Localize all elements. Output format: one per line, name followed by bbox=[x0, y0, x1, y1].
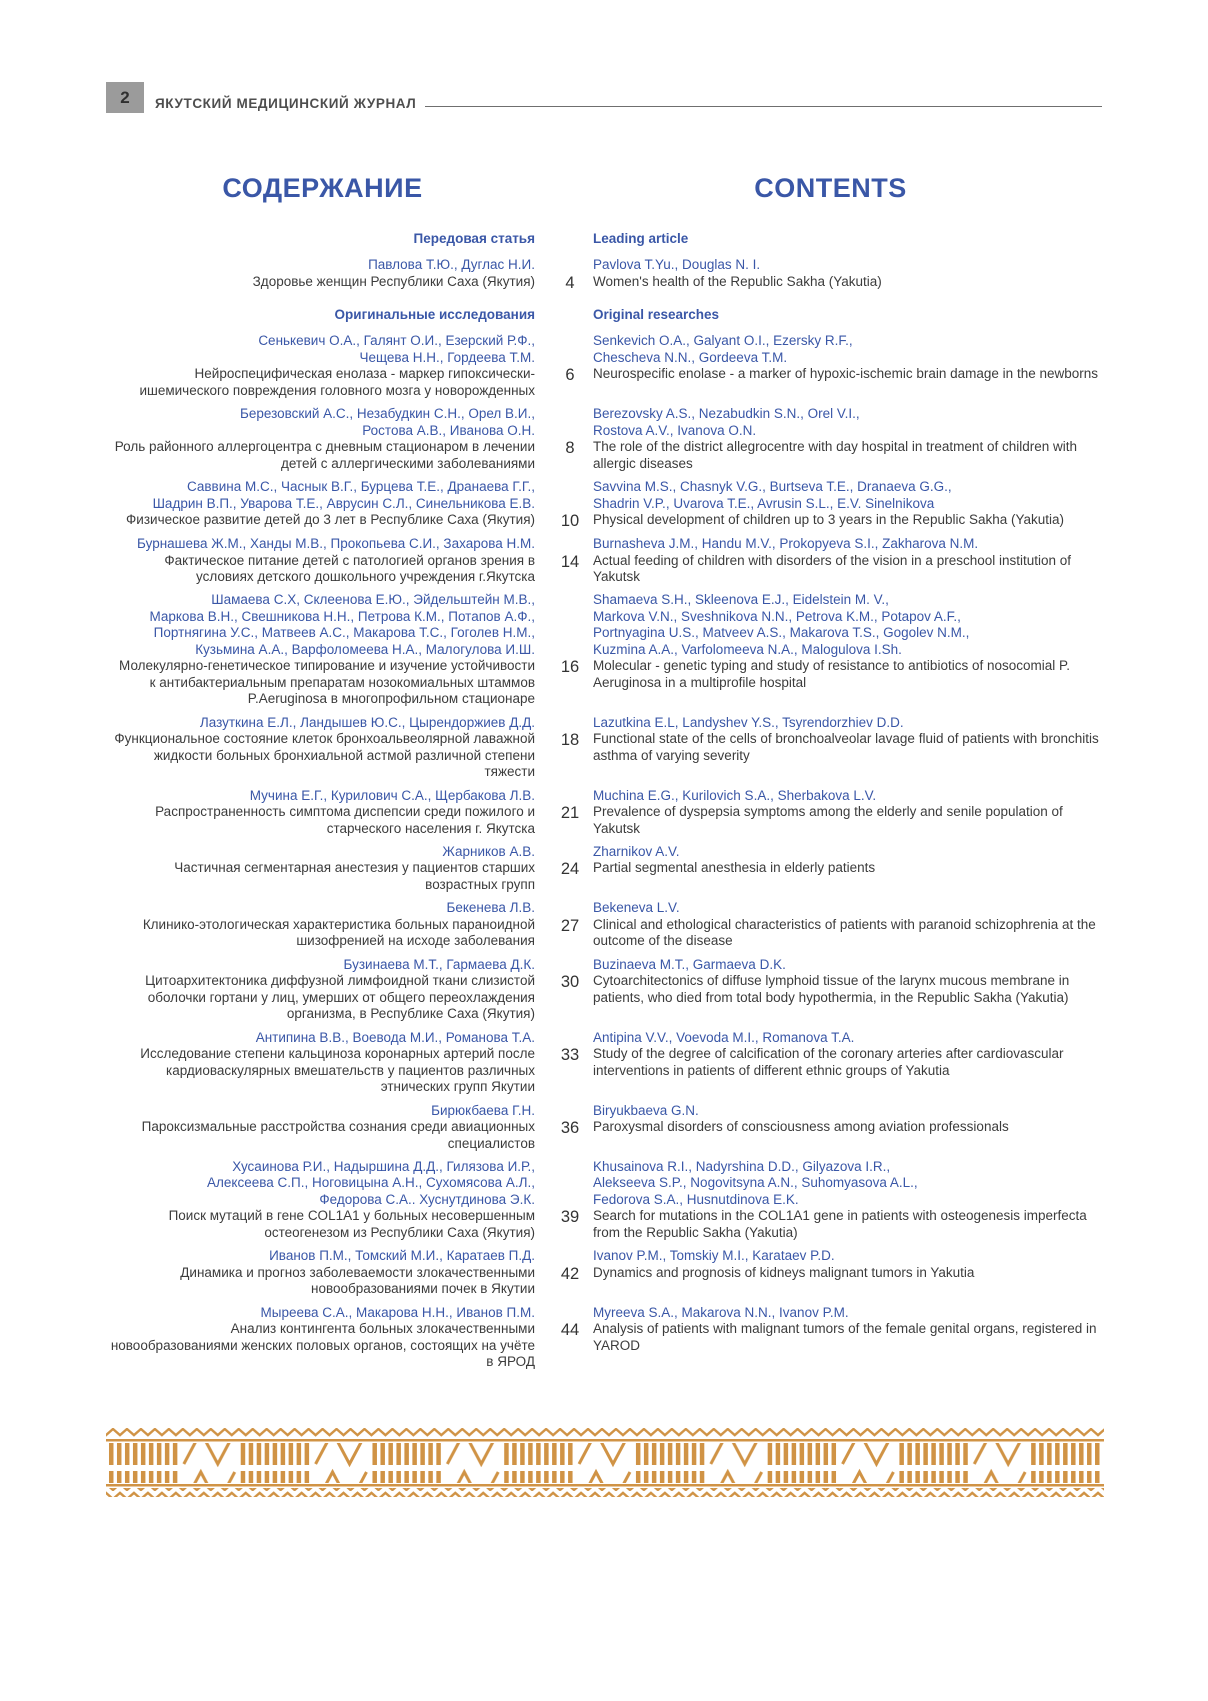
entry-authors-en bbox=[547, 1248, 1104, 1264]
section-heading-ru: Оригинальные исследования bbox=[334, 306, 535, 322]
entry-title-en: Molecular - genetic typing and study of resistance to antibiotics of nosocomial P. Aeruginosa in a multiprofile hospital bbox=[593, 658, 1071, 690]
entry-page-number: 27 bbox=[560, 916, 580, 935]
entry-title-en: Prevalence of dyspepsia symptoms among the elderly and senile population of Yakutsk bbox=[593, 804, 1063, 836]
entry-authors-en bbox=[547, 1305, 1104, 1321]
entry-authors-ru bbox=[110, 536, 535, 552]
entry-title-ru: Роль районного аллергоцентра с дневным стационаром в лечении детей с аллергическими заболеваниями bbox=[114, 439, 535, 471]
toc-entry bbox=[110, 1305, 1104, 1371]
author-line: Алексеева С.П., Ноговицына А.Н., Сухомясова А.Л., bbox=[207, 1175, 535, 1191]
entry-title-ru: Исследование степени кальциноза коронарных артерий после кардиоваскулярных вмешательств у пациентов различных этнических групп Якутии bbox=[140, 1046, 535, 1095]
entry-authors-ru bbox=[110, 844, 535, 860]
entry-page-number: 21 bbox=[560, 804, 580, 823]
entry-authors-en bbox=[547, 536, 1104, 552]
entry-title-en: Analysis of patients with malignant tumors of the female genital organs, registered in YAROD bbox=[593, 1321, 1097, 1353]
author-line: Markova V.N., Sveshnikova N.N., Petrova K.M., Potapov A.F., bbox=[593, 608, 961, 624]
entry-title-en: Actual feeding of children with disorders of the vision in a preschool institution of Yakutsk bbox=[593, 552, 1072, 584]
entry-authors-ru bbox=[110, 1305, 535, 1321]
section-heading-ru: Передовая статья bbox=[413, 230, 535, 246]
entry-authors-en bbox=[547, 1159, 1104, 1208]
author-line: Muchina E.G., Kurilovich S.A., Sherbakova L.V. bbox=[593, 787, 877, 803]
entry-title-en: Dynamics and prognosis of kidneys malignant tumors in Yakutia bbox=[593, 1264, 975, 1280]
entry-title-en: Search for mutations in the COL1A1 gene in patients with osteogenesis imperfecta from the Republic Sakha (Yakutia) bbox=[593, 1208, 1087, 1240]
author-line: Сенькевич О.А., Галянт О.И., Езерский Р.Ф., bbox=[258, 333, 535, 349]
author-line: Lazutkina E.L, Landyshev Y.S., Tsyrendorzhiev D.D. bbox=[593, 714, 904, 730]
author-line: Бузинаева М.Т., Гармаева Д.К. bbox=[343, 956, 535, 972]
author-line: Biryukbaeva G.N. bbox=[593, 1102, 699, 1118]
author-line: Шамаева С.Х, Склеенова Е.Ю., Эйдельштейн М.В., bbox=[211, 592, 535, 608]
toc-entry bbox=[110, 479, 1104, 529]
author-line: Ivanov P.M., Tomskiy M.I., Karataev P.D. bbox=[593, 1248, 835, 1264]
entry-title-en: Women's health of the Republic Sakha (Yakutia) bbox=[593, 273, 882, 289]
author-line: Антипина В.В., Воевода М.И., Романова Т.А. bbox=[255, 1029, 535, 1045]
section-heading-en: Leading article bbox=[593, 230, 689, 246]
entry-title-ru: Нейроспецифическая енолаза - маркер гипоксически-ишемического повреждения головного мозга у новорожденных bbox=[139, 366, 535, 398]
entry-page-number: 10 bbox=[560, 512, 580, 531]
entry-authors-en bbox=[547, 788, 1104, 804]
author-line: Kuzmina A.A., Varfolomeeva N.A., Malogulova I.Sh. bbox=[593, 641, 902, 657]
entry-title-en: Clinical and ethological characteristics of patients with paranoid schizophrenia at the outcome of the disease bbox=[593, 916, 1096, 949]
entry-title-ru: Цитоархитектоника диффузной лимфоидной ткани слизистой оболочки гортани у лиц, умерших от общего переохлаждения организма, в Республике Саха (Якутия) bbox=[145, 973, 535, 1022]
author-line: Бурнашева Ж.М., Ханды М.В., Прокопьева С.И., Захарова Н.М. bbox=[137, 536, 535, 552]
entry-page-number: 14 bbox=[560, 552, 580, 571]
entry-authors-en bbox=[547, 957, 1104, 973]
toc-body bbox=[110, 231, 1104, 1371]
entry-title-en: The role of the district allegrocentre with day hospital in treatment of children with allergic diseases bbox=[593, 439, 1077, 471]
author-line: Бирюкбаева Г.Н. bbox=[431, 1102, 535, 1118]
entry-authors-en bbox=[547, 1030, 1104, 1046]
entry-title-ru: Клинико-этологическая характеристика больных параноидной шизофренией на исходе заболевания bbox=[142, 916, 535, 949]
section-heading-en: Original researches bbox=[593, 306, 720, 322]
author-line: Khusainova R.I., Nadyrshina D.D., Gilyazova I.R., bbox=[593, 1158, 891, 1174]
author-line: Саввина М.С., Часнык В.Г., Бурцева Т.Е., Дранаева Г.Г., bbox=[186, 479, 535, 495]
toc-entry bbox=[110, 1159, 1104, 1241]
entry-authors-ru bbox=[110, 479, 535, 512]
author-line: Portnyagina U.S., Matveev A.S., Makarova T.S., Gogolev N.M., bbox=[593, 625, 970, 641]
entry-authors-en bbox=[547, 479, 1104, 512]
entry-page-number: 16 bbox=[560, 658, 580, 677]
ornament-border bbox=[106, 1428, 1104, 1497]
entry-page-number: 24 bbox=[560, 860, 580, 879]
author-line: Ростова А.В., Иванова О.Н. bbox=[362, 422, 535, 438]
toc-entry bbox=[110, 957, 1104, 1023]
entry-authors-ru bbox=[110, 1159, 535, 1208]
entry-title-en: Neurospecific enolase - a marker of hypoxic-ischemic brain damage in the newborns bbox=[593, 366, 1098, 382]
toc-entry bbox=[110, 900, 1104, 949]
section-heading-row bbox=[110, 307, 1104, 323]
toc-entry bbox=[110, 1030, 1104, 1096]
toc-entry bbox=[110, 788, 1104, 837]
entry-authors-ru bbox=[110, 333, 535, 366]
author-line: Портнягина У.С., Матвеев А.С., Макарова Т.С., Гоголев Н.М., bbox=[153, 625, 535, 641]
header-rule bbox=[425, 106, 1102, 108]
author-line: Rostova A.V., Ivanova O.N. bbox=[593, 422, 757, 438]
entry-title-en: Partial segmental anesthesia in elderly patients bbox=[593, 860, 876, 876]
entry-page-number: 8 bbox=[565, 439, 575, 458]
entry-title-ru: Частичная сегментарная анестезия у пациентов старших возрастных групп bbox=[174, 860, 535, 892]
author-line: Мучина Е.Г., Курилович С.А., Щербакова Л.В. bbox=[249, 787, 535, 803]
entry-title-en: Paroxysmal disorders of consciousness among aviation professionals bbox=[593, 1119, 1009, 1135]
entry-title-ru: Пароксизмальные расстройства сознания среди авиационных специалистов bbox=[141, 1119, 535, 1151]
entry-authors-ru bbox=[110, 957, 535, 973]
entry-authors-en bbox=[547, 715, 1104, 731]
entry-authors-ru bbox=[110, 1103, 535, 1119]
entry-page-number: 39 bbox=[560, 1208, 580, 1227]
author-line: Chescheva N.N., Gordeeva T.M. bbox=[593, 349, 788, 365]
toc-entry bbox=[110, 844, 1104, 893]
entry-page-number: 30 bbox=[560, 973, 580, 992]
toc-entry bbox=[110, 1103, 1104, 1152]
entry-authors-ru bbox=[110, 788, 535, 804]
toc-entry bbox=[110, 257, 1104, 290]
entry-page-number: 33 bbox=[560, 1046, 580, 1065]
toc-titles-row bbox=[110, 172, 1104, 205]
author-line: Жарников А.В. bbox=[442, 844, 535, 859]
entry-title-en: Study of the degree of calcification of the coronary arteries after cardiovascular interventions in patients of different ethnic groups of Yakutia bbox=[593, 1046, 1064, 1078]
entry-page-number: 6 bbox=[565, 366, 575, 385]
entry-authors-ru bbox=[110, 900, 535, 916]
author-line: Bekeneva L.V. bbox=[593, 900, 680, 916]
author-line: Alekseeva S.P., Nogovitsyna A.N., Suhomyasova A.L., bbox=[593, 1175, 918, 1191]
entry-authors-en bbox=[547, 333, 1104, 366]
entry-title-ru: Поиск мутаций в гене COL1A1 у больных несовершенным остеогенезом из Республики Саха (Якутия) bbox=[168, 1208, 535, 1240]
ornament-pattern-svg bbox=[106, 1428, 1104, 1497]
author-line: Чещева Н.Н., Гордеева Т.М. bbox=[359, 349, 535, 365]
entry-authors-ru bbox=[110, 406, 535, 439]
entry-authors-ru bbox=[110, 1030, 535, 1046]
author-line: Кузьмина А.А., Варфоломеева Н.А., Малогулова И.Ш. bbox=[195, 641, 535, 657]
author-line: Хусаинова Р.И., Надыршина Д.Д., Гилязова И.Р., bbox=[232, 1158, 535, 1174]
entry-authors-en bbox=[547, 844, 1104, 860]
entry-page-number: 18 bbox=[560, 731, 580, 750]
toc-entry bbox=[110, 1248, 1104, 1297]
author-line: Buzinaeva M.T., Garmaeva D.K. bbox=[593, 956, 786, 972]
author-line: Шадрин В.П., Уварова Т.Е., Аврусин С.Л., Синельникова Е.В. bbox=[152, 495, 535, 511]
section-heading-row bbox=[110, 231, 1104, 247]
entry-title-en: Physical development of children up to 3 years in the Republic Sakha (Yakutia) bbox=[593, 512, 1065, 528]
entry-authors-ru bbox=[110, 715, 535, 731]
entry-page-number: 36 bbox=[560, 1119, 580, 1138]
entry-title-en: Functional state of the cells of bronchoalveolar lavage fluid of patients with bronchitis asthma of varying severity bbox=[593, 731, 1099, 763]
author-line: Myreeva S.A., Makarova N.N., Ivanov P.M. bbox=[593, 1304, 849, 1320]
author-line: Маркова В.Н., Свешникова Н.Н., Петрова К.М., Потапов А.Ф., bbox=[149, 608, 535, 624]
toc-entry bbox=[110, 536, 1104, 585]
author-line: Zharnikov A.V. bbox=[593, 844, 680, 859]
toc-title-en: CONTENTS bbox=[754, 173, 907, 203]
entry-title-ru: Фактическое питание детей с патологией органов зрения в условиях детского дошкольного учреждения г.Якутска bbox=[164, 552, 535, 584]
entry-authors-ru bbox=[110, 257, 535, 273]
author-line: Senkevich O.A., Galyant O.I., Ezersky R.F., bbox=[593, 333, 853, 349]
entry-authors-en bbox=[547, 900, 1104, 916]
author-line: Бекенева Л.В. bbox=[446, 900, 535, 916]
author-line: Павлова Т.Ю., Дуглас Н.И. bbox=[368, 257, 535, 273]
entry-title-ru: Функциональное состояние клеток бронхоальвеолярной лаважной жидкости больных бронхиальной астмой различной степени тяжести bbox=[114, 731, 535, 780]
entry-title-ru: Динамика и прогноз заболеваемости злокачественными новообразованиями почек в Якутии bbox=[180, 1264, 535, 1297]
toc-entry bbox=[110, 592, 1104, 707]
entry-title-en: Cytoarchitectonics of diffuse lymphoid tissue of the larynx mucous membrane in patients, who died from total body hypothermia, in the Republic Sakha (Yakutia) bbox=[593, 973, 1070, 1005]
journal-title: ЯКУТСКИЙ МЕДИЦИНСКИЙ ЖУРНАЛ bbox=[155, 96, 417, 111]
entry-page-number: 44 bbox=[560, 1321, 580, 1340]
toc-title-ru: СОДЕРЖАНИЕ bbox=[222, 173, 423, 203]
author-line: Мыреева С.А., Макарова Н.Н., Иванов П.М. bbox=[260, 1304, 535, 1320]
entry-authors-ru bbox=[110, 1248, 535, 1264]
entry-title-ru: Распространенность симптома диспепсии среди пожилого и старческого населения г. Якутска bbox=[155, 804, 535, 836]
entry-page-number: 4 bbox=[565, 273, 575, 292]
entry-authors-en bbox=[547, 1103, 1104, 1119]
entry-title-ru: Анализ контингента больных злокачественными новообразованиями женских половых органов, состоящих на учёте в ЯРОД bbox=[110, 1321, 535, 1370]
author-line: Berezovsky A.S., Nezabudkin S.N., Orel V.I., bbox=[593, 406, 860, 422]
author-line: Shamaeva S.H., Skleenova E.J., Eidelstein M. V., bbox=[593, 592, 889, 608]
author-line: Федорова С.А.. Хуснутдинова Э.К. bbox=[319, 1191, 535, 1207]
author-line: Shadrin V.P., Uvarova T.E., Avrusin S.L., E.V. Sinelnikova bbox=[593, 495, 935, 511]
author-line: Fedorova S.A., Husnutdinova E.K. bbox=[593, 1191, 799, 1207]
entry-authors-ru bbox=[110, 592, 535, 658]
page-number-box: 2 bbox=[106, 82, 144, 113]
table-of-contents bbox=[110, 172, 1104, 1378]
entry-title-ru: Молекулярно-генетическое типирование и изучение устойчивости к антибактериальным препаратам нозокомиальных штаммов P.Aeruginosa в многопрофильном стационаре bbox=[119, 658, 535, 707]
entry-authors-en bbox=[547, 592, 1104, 658]
toc-entry bbox=[110, 715, 1104, 781]
entry-authors-en bbox=[547, 406, 1104, 439]
author-line: Березовский А.С., Незабудкин С.Н., Орел В.И., bbox=[240, 406, 535, 422]
entry-authors-en bbox=[547, 257, 1104, 273]
page-header bbox=[106, 82, 1102, 113]
author-line: Antipina V.V., Voevoda M.I., Romanova T.A. bbox=[593, 1029, 855, 1045]
entry-title-ru: Здоровье женщин Республики Саха (Якутия) bbox=[252, 273, 535, 289]
author-line: Burnasheva J.M., Handu M.V., Prokopyeva S.I., Zakharova N.M. bbox=[593, 536, 979, 552]
author-line: Иванов П.М., Томский М.И., Каратаев П.Д. bbox=[269, 1248, 535, 1264]
entry-title-ru: Физическое развитие детей до 3 лет в Республике Саха (Якутия) bbox=[126, 512, 535, 528]
toc-entry bbox=[110, 406, 1104, 472]
author-line: Лазуткина Е.Л., Ландышев Ю.С., Цырендоржиев Д.Д. bbox=[199, 714, 535, 730]
toc-entry bbox=[110, 333, 1104, 399]
author-line: Savvina M.S., Chasnyk V.G., Burtseva T.E., Dranaeva G.G., bbox=[593, 479, 952, 495]
entry-page-number: 42 bbox=[560, 1264, 580, 1283]
author-line: Pavlova T.Yu., Douglas N. I. bbox=[593, 257, 761, 273]
